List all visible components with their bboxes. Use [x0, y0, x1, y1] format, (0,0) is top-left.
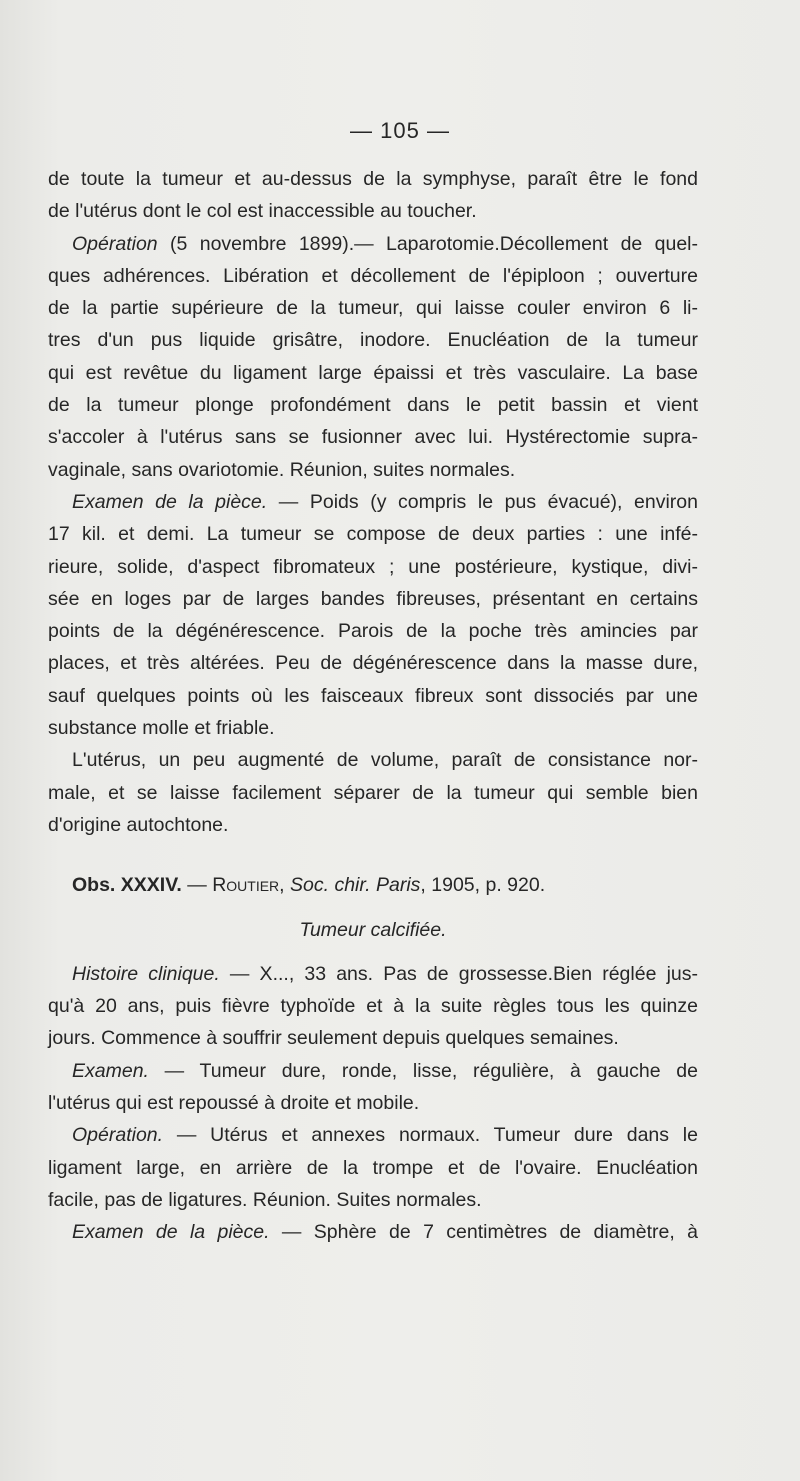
- text-line: sée en loges par de larges bandes fibreuses, présentant en certains: [48, 587, 698, 610]
- text-line: [48, 1216, 698, 1248]
- text-run: — Utérus et annexes normaux. Tumeur dure dans le: [163, 1124, 698, 1147]
- text-line: l'utérus qui est repoussé à droite et mobile.: [48, 1092, 420, 1115]
- text-run: — Tumeur dure, ronde, lisse, régulière, à gauche de: [148, 1059, 698, 1082]
- text-line: tres d'un pus liquide grisâtre, inodore. Enucléation de la tumeur: [48, 329, 698, 352]
- section-label: Examen de la pièce.: [72, 1221, 270, 1244]
- section-label: Opération: [72, 232, 158, 255]
- observation-subtitle: Tumeur calcifiée.: [299, 918, 447, 941]
- observation-heading: [48, 869, 698, 958]
- text-line: ques adhérences. Libération et décollement de l'épiploon ; ouverture: [48, 264, 698, 287]
- text-line: [48, 228, 698, 260]
- section-label: Opération.: [72, 1124, 164, 1147]
- paragraph-operation: [48, 228, 698, 486]
- paragraph-examen-piece-2: [48, 1216, 698, 1248]
- journal-name: Soc. chir. Paris: [290, 874, 421, 897]
- spacer: [48, 841, 698, 869]
- text-run: — X..., 33 ans. Pas de grossesse.Bien réglée jus-: [219, 962, 698, 985]
- paragraph-histoire: [48, 958, 698, 1055]
- text-line: de la tumeur plonge profondément dans le petit bassin et vient: [48, 394, 698, 417]
- paragraph-1: [48, 163, 698, 228]
- text-line: s'accoler à l'utérus sans se fusionner avec lui. Hystérectomie supra-: [48, 426, 698, 449]
- spacer: [48, 902, 698, 914]
- text-line: jours. Commence à souffrir seulement depuis quelques semaines.: [48, 1027, 619, 1050]
- text-run: , 1905, p. 920.: [420, 874, 546, 897]
- text-line: sauf quelques points où les faisceaux fibreux sont dissociés par une: [48, 684, 698, 707]
- text-line: places, et très altérées. Peu de dégénérescence dans la masse dure,: [48, 652, 698, 675]
- page-number: — 105 —: [350, 118, 450, 143]
- observation-number: Obs. XXXIV.: [72, 874, 182, 897]
- text-line: [48, 486, 698, 518]
- text-run: (5 novembre 1899).— Laparotomie.Décollement de quel-: [157, 232, 698, 255]
- text-run: ,: [279, 874, 291, 897]
- text-line: qu'à 20 ans, puis fièvre typhoïde et à la suite règles tous les quinze: [48, 995, 698, 1018]
- text-line: facile, pas de ligatures. Réunion. Suites normales.: [48, 1188, 482, 1211]
- text-run: — Sphère de 7 centimètres de diamètre, à: [269, 1221, 698, 1244]
- text-line: de l'utérus dont le col est inaccessible au toucher.: [48, 200, 477, 223]
- author-name: Routier: [212, 874, 280, 897]
- body-text: [48, 163, 698, 1249]
- text-line: [48, 1055, 698, 1087]
- text-line: d'origine autochtone.: [48, 813, 229, 836]
- text-line: qui est revêtue du ligament large épaissi et très vasculaire. La base: [48, 361, 698, 384]
- text-line: substance molle et friable.: [48, 717, 275, 740]
- paragraph-examen-piece: [48, 486, 698, 744]
- section-label: Examen.: [72, 1059, 149, 1082]
- observation-reference: [48, 869, 698, 901]
- section-label: Examen de la pièce.: [72, 490, 268, 513]
- text-run: —: [181, 874, 213, 897]
- text-line: de toute la tumeur et au-dessus de la symphyse, paraît être le fond: [48, 168, 698, 190]
- text-line: points de la dégénérescence. Parois de la poche très amincies par: [48, 620, 698, 643]
- text-line: L'utérus, un peu augmenté de volume, paraît de consistance nor-: [72, 749, 698, 772]
- paragraph-operation-2: [48, 1119, 698, 1216]
- text-line: vaginale, sans ovariotomie. Réunion, suites normales.: [48, 458, 516, 481]
- text-line: [48, 1119, 698, 1151]
- text-line: [48, 958, 698, 990]
- paragraph-examen: [48, 1055, 698, 1120]
- text-run: — Poids (y compris le pus évacué), environ: [267, 490, 698, 513]
- text-line: rieure, solide, d'aspect fibromateux ; une postérieure, kystique, divi-: [48, 555, 698, 578]
- text-line: male, et se laisse facilement séparer de la tumeur qui semble bien: [48, 781, 698, 804]
- paragraph-uterus: [48, 744, 698, 841]
- spacer: [48, 946, 698, 958]
- text-line: 17 kil. et demi. La tumeur se compose de deux parties : une infé-: [48, 523, 698, 546]
- section-label: Histoire clinique.: [72, 962, 220, 985]
- text-line: de la partie supérieure de la tumeur, qui laisse couler environ 6 li-: [48, 297, 698, 320]
- text-line: ligament large, en arrière de la trompe et de l'ovaire. Enucléation: [48, 1156, 698, 1179]
